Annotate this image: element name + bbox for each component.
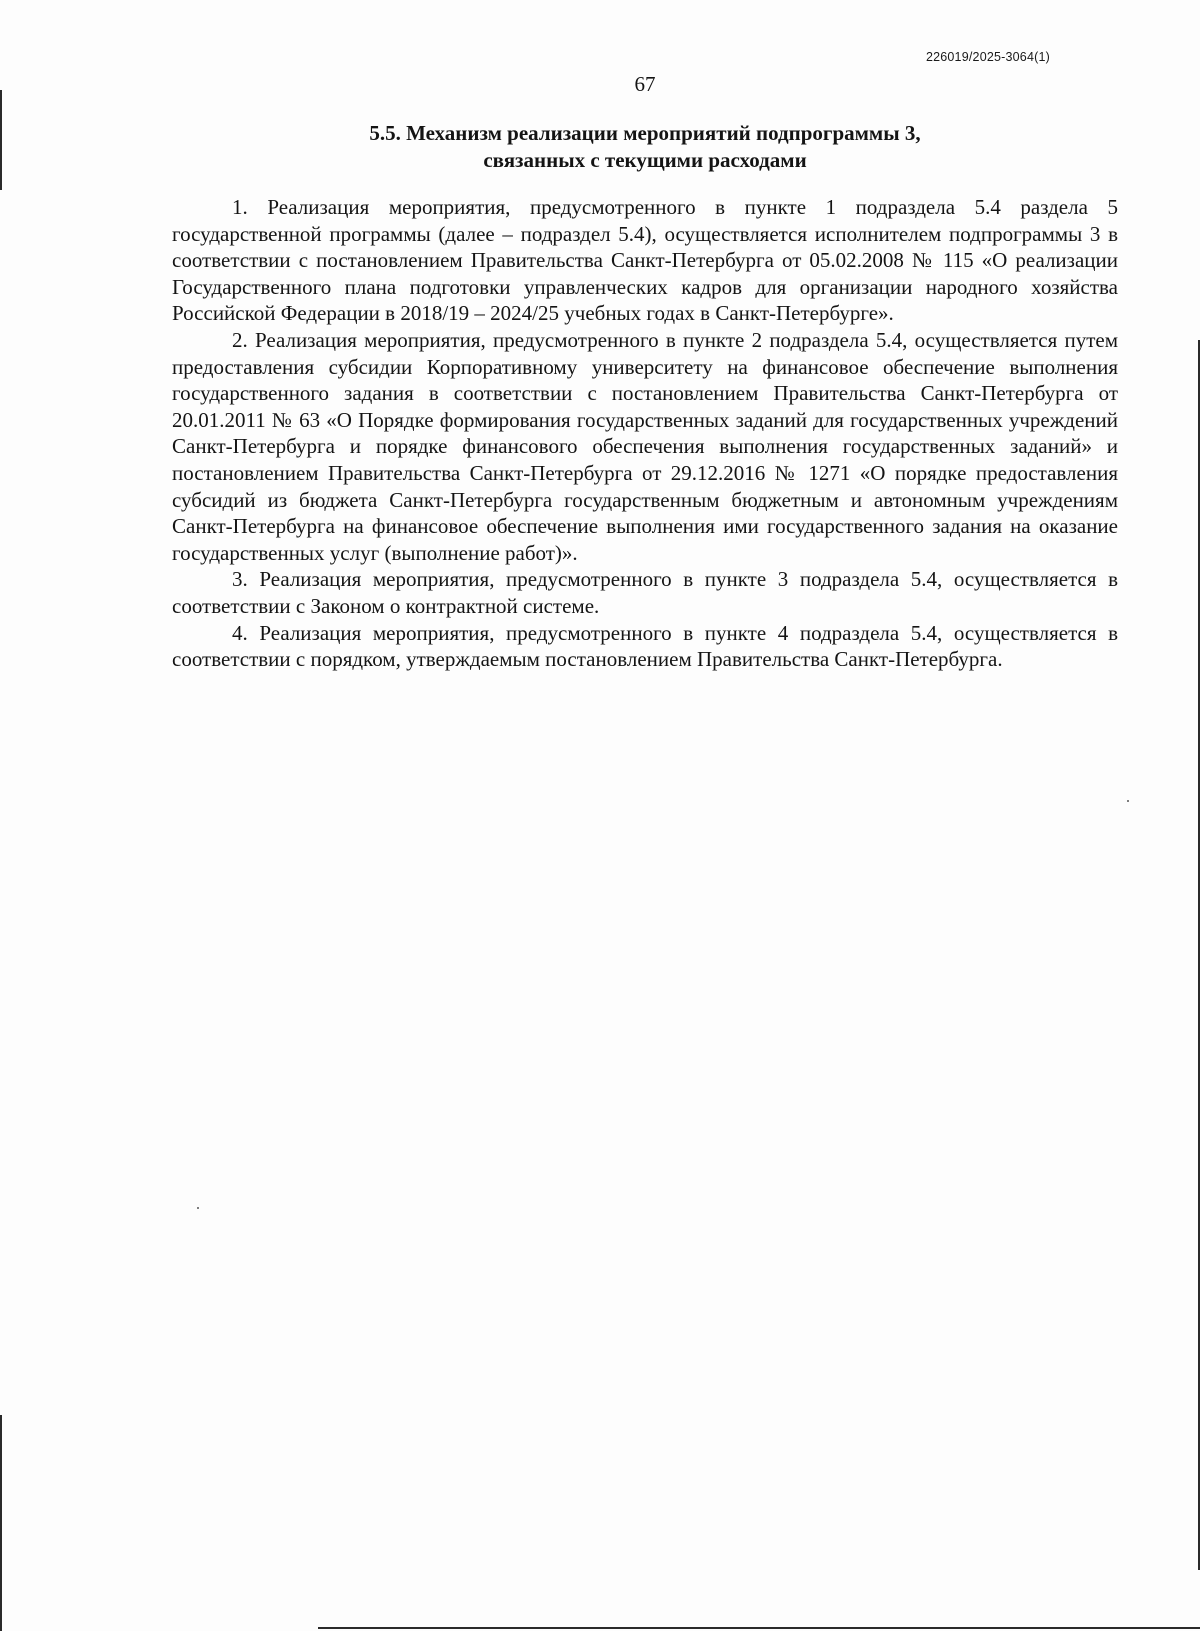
section-heading-line-2: связанных с текущими расходами [483,148,807,172]
document-body [172,194,1118,673]
section-heading-line-1: 5.5. Механизм реализации мероприятий подпрограммы 3, [369,121,921,145]
scan-edge-bottom [318,1627,1200,1629]
document-registration-number: 226019/2025-3064(1) [925,50,1050,64]
paragraph-2: 2. Реализация мероприятия, предусмотренного в пункте 2 подраздела 5.4, осуществляется путем предоставления субсидии Корпоративному университету на финансовое обеспечение выполнения государственного задания в соответствии с постановлением Правительства Санкт-Петербурга от 20.01.2011 № 63 «О Порядке формирования государственных заданий для государственных учреждений Санкт-Петербурга и порядке финансового обеспечения выполнения государственных заданий» и постановлением Правительства Санкт-Петербурга от 29.12.2016 № 1271 «О порядке предоставления субсидий из бюджета Санкт-Петербурга государственным бюджетным и автономным учреждениям Санкт-Петербурга на финансовое обеспечение выполнения ими государственного задания на оказание государственных услуг (выполнение работ)». [172,327,1118,565]
paragraph-4: 4. Реализация мероприятия, предусмотренного в пункте 4 подраздела 5.4, осуществляется в соответствии с порядком, утверждаемым постановлением Правительства Санкт-Петербурга. [172,620,1118,672]
section-heading [172,120,1118,174]
scan-speck [1127,800,1129,802]
paragraph-3: 3. Реализация мероприятия, предусмотренного в пункте 3 подраздела 5.4, осуществляется в соответствии с Законом о контрактной системе. [172,567,1118,618]
scan-edge-left-bottom [0,1415,2,1631]
page-number: 67 [634,72,656,96]
scan-edge-left-top [0,90,2,190]
paragraph-1: 1. Реализация мероприятия, предусмотренного в пункте 1 подраздела 5.4 раздела 5 государственной программы (далее – подраздел 5.4), осуществляется исполнителем подпрограммы 3 в соответствии с постановлением Правительства Санкт-Петербурга от 05.02.2008 № 115 «О реализации Государственного плана подготовки управленческих кадров для организации народного хозяйства Российской Федерации в 2018/19 – 2024/25 учебных годах в Санкт-Петербурге». [172,195,1118,326]
scan-speck [197,1207,199,1209]
